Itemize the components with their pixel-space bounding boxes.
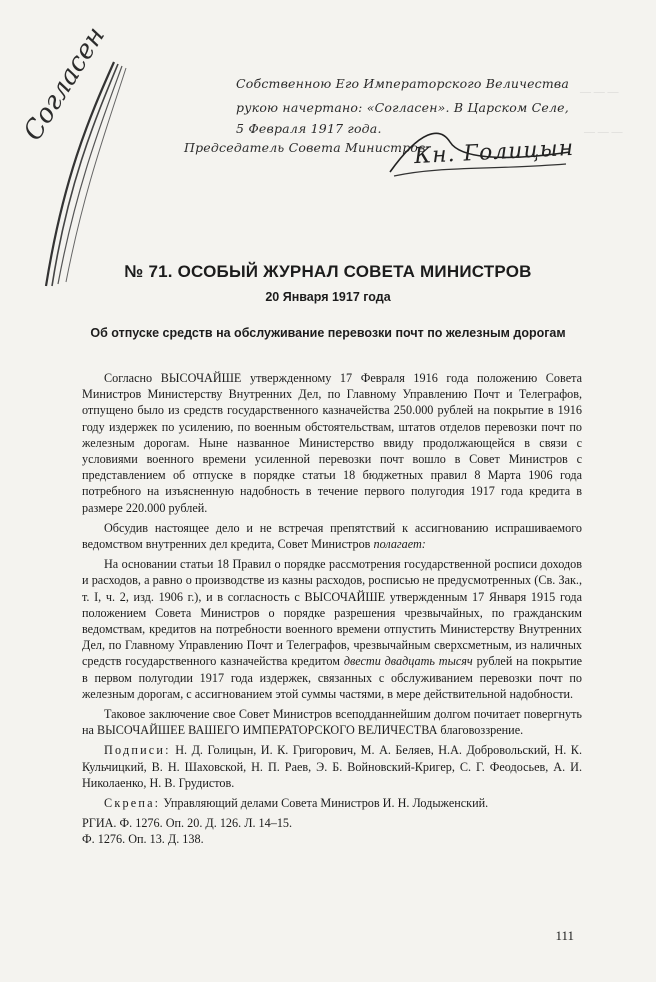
document-title: № 71. ОСОБЫЙ ЖУРНАЛ СОВЕТА МИНИСТРОВ <box>124 262 532 281</box>
document-subject: Об отпуске средств на обслуживание перевозки почт по железным дорогам <box>90 326 566 340</box>
signatures-paragraph <box>82 742 582 791</box>
resolution-line-4: Председатель Совета Министров <box>184 140 426 155</box>
archive-source-1: РГИА. Ф. 1276. Оп. 20. Д. 126. Л. 14–15. <box>82 816 293 831</box>
paragraph-3-text-a: На основании статьи 18 Правил о порядке рассмотрения государственной росписи доходов и расходов, а равно о производстве из казны расходов, росписью не предусмотренных (Св. Зак., т. I, ч. 2, изд. 1906 г.), и в согласность с ВЫСОЧАЙШЕ утвержденным 17 Января 1915 года положением Совета Министров о порядке разрешения чрезвычайных, по гражданским ведомствам, кредитов на потребности военного времени отпустить Министерству Внутренних Дел, по Главному Управлению Почт и Телеграфов, чрезвычайным сверхсметным, из наличных средств государственного казначейства кредитом <box>82 557 582 669</box>
signature <box>380 122 580 182</box>
resolution-line-2: рукою начертано: «Согласен». В Царском Селе, <box>236 100 569 115</box>
paragraph-2 <box>82 520 582 552</box>
document-date: 20 Января 1917 года <box>265 290 391 304</box>
bleed-through-text: — — — <box>580 86 619 98</box>
paragraph-4: Таковое заключение свое Совет Министров всеподданнейшим долгом почитает повергнуть на ВЫСОЧАЙШЕЕ ВАШЕГО ИМПЕРАТОРСКОГО ВЕЛИЧЕСТВА благовоззрение. <box>82 707 582 738</box>
page-number: 111 <box>555 928 574 943</box>
paragraph-3 <box>82 556 582 702</box>
margin-note-handwriting <box>18 21 158 290</box>
bleed-through-text: — — — <box>584 126 623 138</box>
paragraph-2-emphasis: полагает: <box>373 537 426 552</box>
signatures-list: Н. Д. Голицын, И. К. Григорович, М. А. Беляев, Н.А. Добровольский, Н. К. Кульчицкий, В. Н. Шаховской, Н. П. Раев, Э. Б. Войновский-Кригер, С. Г. Феодосьев, А. И. Николаенко, Н. В. Грудистов. <box>82 743 582 790</box>
skrepa-text: Управляющий делами Совета Министров И. Н. Лодыженский. <box>163 796 489 811</box>
margin-note-text: Согласен <box>18 21 112 146</box>
archive-source-2: Ф. 1276. Оп. 13. Д. 138. <box>82 832 204 847</box>
paragraph-2-text: Обсудив настоящее дело и не встречая препятствий к ассигнованию испрашиваемого ведомством внутренних дел кредита, Совет Министров <box>82 520 582 552</box>
paragraph-3-emphasis: двести двадцать тысяч <box>343 654 473 669</box>
signature-text: Кн. Голицын <box>413 135 575 170</box>
signatures-label: Подписи: <box>104 743 171 758</box>
resolution-line-1: Собственною Его Императорского Величества <box>236 76 570 91</box>
resolution-line-3: 5 Февраля 1917 года. <box>236 121 382 136</box>
skrepa-paragraph <box>82 795 582 811</box>
signature-flourish <box>380 122 580 182</box>
document-body <box>82 370 582 848</box>
paragraph-1: Согласно ВЫСОЧАЙШЕ утвержденному 17 Февраля 1916 года положению Совета Министров Министерству Внутренних Дел, по Главному Управлению Почт и Телеграфов, отпущено было из средств государственного казначейства 250.000 рублей на покрытие в 1916 году издержек по усилению, по военным обстоятельствам, штатов отделов перевозки почт по железным дорогам. Ныне названное Министерство ввиду продолжающейся в связи с условиями военного времени усиленной перевозки почт вошло в Совет Министров с представлением об отпуске в порядке статьи 18 бюджетных правил 8 Марта 1906 года потребного на изъясненную надобность в течение первого полугодия 1917 года кредита в размере 220.000 рублей. <box>82 371 582 515</box>
skrepa-label: Скрепа: <box>104 796 161 811</box>
paragraph-3-text-b: рублей на покрытие в первом полугодии 1917 года издержек, связанных с обслуживанием перевозки почт по железным дорогам, с ассигнованием этой суммы частями, в мере действительной надобности. <box>82 654 582 701</box>
margin-note-strokes <box>18 60 158 290</box>
